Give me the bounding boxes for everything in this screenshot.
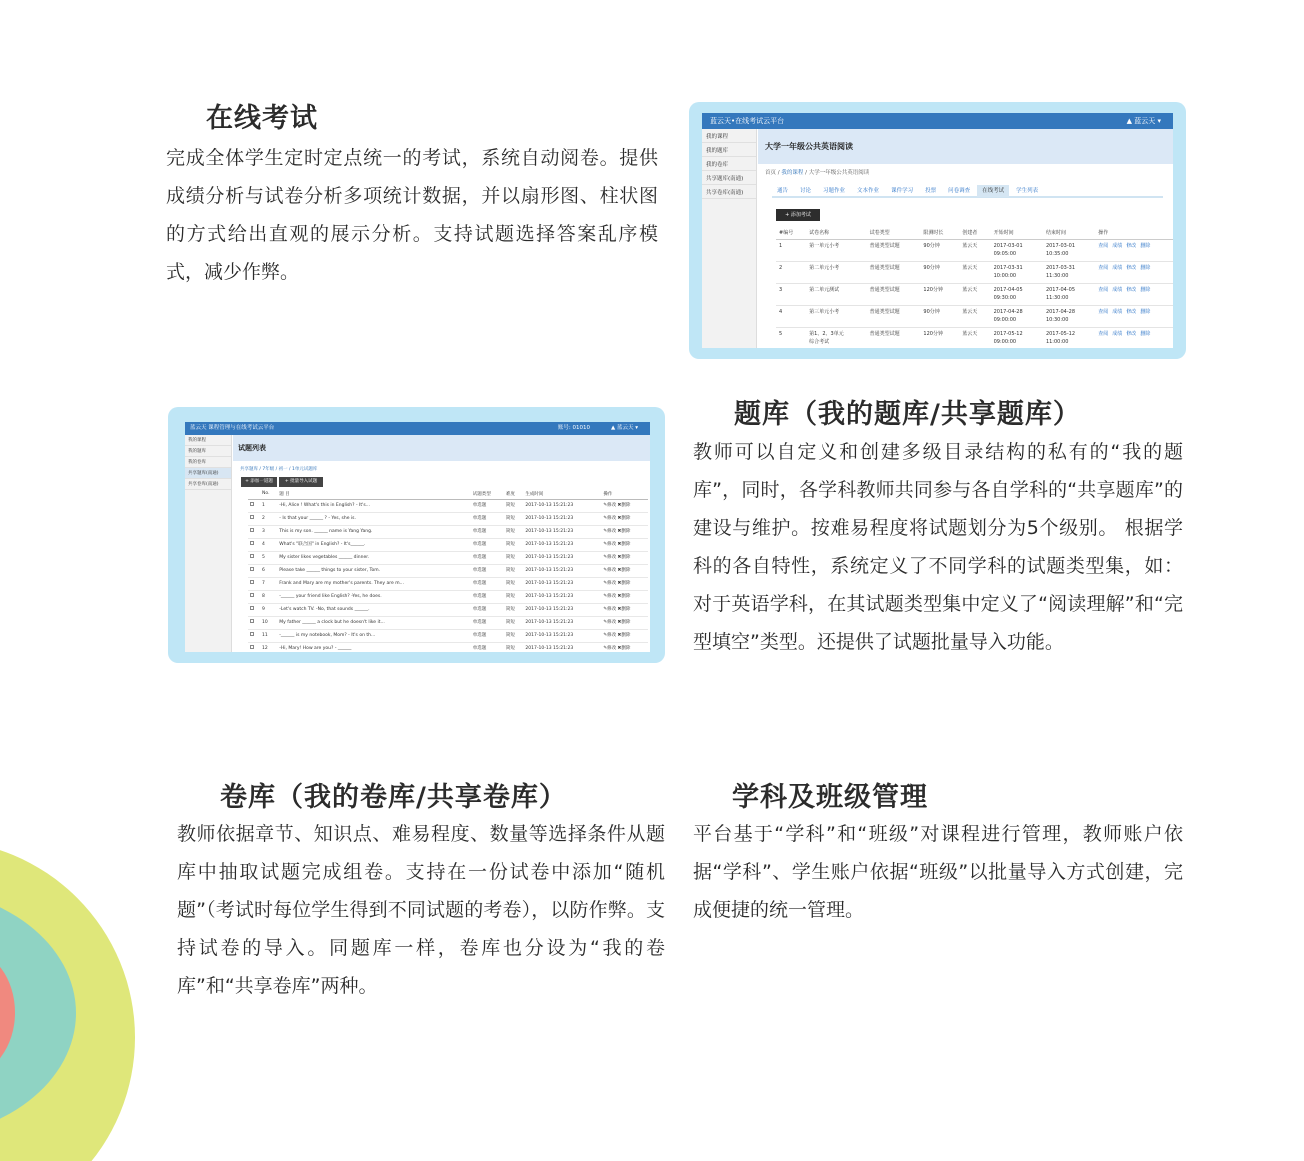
table-cell: 第二单元测试 [806, 283, 867, 305]
column-header [248, 490, 260, 499]
question-no: 8 [260, 590, 277, 603]
pbank-description: 教师依据章节、知识点、难易程度、数量等选择条件从题库中抽取试题完成组卷。支持在一份试卷中添加“随机题”（考试时每位学生得到不同试题的考卷），以防作弊。支持试卷的导入。同题库一样，卷库也分设为“我的卷库”和“共享卷库”两种。 [177, 823, 665, 997]
exam-screenshot [702, 113, 1173, 348]
question-type: 单选题 [471, 629, 504, 642]
table-row [248, 499, 648, 512]
question-time: 2017-10-13 15:21:23 [523, 642, 601, 652]
table-cell: 普通类型试题 [867, 305, 921, 327]
question-no: 5 [260, 551, 277, 564]
question-text[interactable]: -Hi, Alice ! What's this in English? - It's... [277, 499, 470, 512]
action-link-查阅[interactable]: 查阅 [1098, 242, 1109, 249]
row-actions [1095, 261, 1173, 283]
sidebar-item[interactable]: 我的课程 [702, 129, 756, 143]
action-link-查阅[interactable]: 查阅 [1098, 330, 1109, 337]
row-actions [1095, 327, 1173, 348]
question-text[interactable]: This is my son. ______ name is Yang Yang. [277, 525, 470, 538]
exam-topbar [702, 113, 1173, 129]
action-link-修改[interactable]: 修改 [1126, 330, 1137, 337]
question-difficulty: 简短 [504, 616, 524, 629]
question-difficulty: 简短 [504, 499, 524, 512]
question-type: 单选题 [471, 603, 504, 616]
row-checkbox[interactable] [250, 632, 254, 636]
question-text[interactable]: -Let's watch TV. -No, that sounds ______. [277, 603, 470, 616]
tab-1[interactable]: 通告 [777, 188, 789, 194]
row-actions [1095, 305, 1173, 327]
exam-table [776, 227, 1173, 348]
sidebar-item[interactable]: 共享卷库(南通) [185, 479, 231, 490]
question-no: 7 [260, 577, 277, 590]
table-row [248, 590, 648, 603]
tab-2[interactable]: 讨论 [800, 188, 812, 194]
row-checkbox-cell [248, 525, 260, 538]
row-checkbox-cell [248, 590, 260, 603]
column-header: 试题类型 [471, 490, 504, 499]
question-type: 单选题 [471, 564, 504, 577]
breadcrumb-home[interactable]: 首页 / [765, 170, 782, 176]
table-cell: 蓝云天 [959, 327, 990, 348]
table-row [248, 512, 648, 525]
action-link-查阅[interactable]: 查阅 [1098, 286, 1109, 293]
question-no: 2 [260, 512, 277, 525]
question-difficulty: 简短 [504, 512, 524, 525]
question-actions[interactable]: ✎修改 ✖删除 [601, 551, 648, 564]
table-cell: 120分钟 [920, 283, 959, 305]
tab-6[interactable]: 投票 [925, 188, 937, 194]
table-row [776, 239, 1173, 261]
breadcrumb-current: / 大学一年级公共英语阅读 [803, 170, 870, 176]
question-type: 单选题 [471, 499, 504, 512]
question-time: 2017-10-13 15:21:23 [523, 603, 601, 616]
question-actions[interactable]: ✎修改 ✖删除 [601, 538, 648, 551]
sidebar-item[interactable]: 我的卷库 [702, 157, 756, 171]
question-difficulty: 简短 [504, 577, 524, 590]
question-type: 单选题 [471, 538, 504, 551]
table-cell: 蓝云天 [959, 261, 990, 283]
question-time: 2017-10-13 15:21:23 [523, 577, 601, 590]
question-difficulty: 简短 [504, 590, 524, 603]
question-difficulty: 简短 [504, 525, 524, 538]
row-checkbox-cell [248, 629, 260, 642]
column-header: 生成时间 [523, 490, 601, 499]
question-no: 4 [260, 538, 277, 551]
row-actions [1095, 239, 1173, 261]
question-text[interactable]: What's "联合国" in English? - It's______. [277, 538, 470, 551]
question-time: 2017-10-13 15:21:23 [523, 525, 601, 538]
table-cell: 普通类型试题 [867, 261, 921, 283]
column-header: 操作 [1095, 227, 1173, 239]
tab-4[interactable]: 文本作业 [857, 188, 880, 194]
table-row [248, 642, 648, 652]
question-actions[interactable]: ✎修改 ✖删除 [601, 499, 648, 512]
exam-description: 完成全体学生定时定点统一的考试，系统自动阅卷。提供成绩分析与试卷分析多项统计数据，并以扇形图、柱状图的方式给出直观的展示分析。支持试题选择答案乱序模式，减少作弊。 [166, 147, 658, 283]
tab-7[interactable]: 问卷调查 [948, 188, 971, 194]
exam-sidebar [702, 129, 757, 348]
row-checkbox-cell [248, 551, 260, 564]
row-checkbox[interactable] [250, 645, 254, 649]
row-actions [1095, 283, 1173, 305]
table-row [248, 564, 648, 577]
exam-tabs [772, 185, 1163, 198]
action-link-成绩[interactable]: 成绩 [1112, 242, 1123, 249]
account-label: 账号: 01010 [557, 425, 590, 431]
table-cell: 2017-04-05 11:30:00 [1043, 283, 1095, 305]
table-cell: 第二单元小考 [806, 261, 867, 283]
question-type: 单选题 [471, 551, 504, 564]
column-header: #编号 [776, 227, 806, 239]
question-text[interactable]: Please take ______ things to your sister, Tom. [277, 564, 470, 577]
row-checkbox[interactable] [250, 515, 254, 519]
question-text[interactable]: My sister likes vegetables ______ dinner. [277, 551, 470, 564]
action-link-修改[interactable]: 修改 [1126, 286, 1137, 293]
row-checkbox[interactable] [250, 541, 254, 545]
table-cell: 2017-03-01 10:35:00 [1043, 239, 1095, 261]
table-cell: 90分钟 [920, 305, 959, 327]
action-link-成绩[interactable]: 成绩 [1112, 286, 1123, 293]
action-link-删除[interactable]: 删除 [1140, 330, 1151, 337]
question-type: 单选题 [471, 512, 504, 525]
question-type: 单选题 [471, 616, 504, 629]
breadcrumb-link[interactable]: 我的课程 [781, 170, 804, 176]
question-difficulty: 简短 [504, 538, 524, 551]
table-cell: 普通类型试题 [867, 327, 921, 348]
question-actions[interactable]: ✎修改 ✖删除 [601, 564, 648, 577]
question-no: 3 [260, 525, 277, 538]
question-page-header: 试题列表 [233, 435, 650, 461]
table-row [248, 603, 648, 616]
question-text[interactable]: Frank and Mary are my mother's parents. They are m... [277, 577, 470, 590]
question-no: 11 [260, 629, 277, 642]
question-no: 6 [260, 564, 277, 577]
row-checkbox-cell [248, 616, 260, 629]
row-checkbox[interactable] [250, 593, 254, 597]
action-link-删除[interactable]: 删除 [1140, 264, 1151, 271]
column-header: 试卷名称 [806, 227, 867, 239]
question-screenshot-frame [168, 407, 665, 663]
table-cell: 2017-03-31 10:00:00 [991, 261, 1043, 283]
table-cell: 2017-03-31 11:30:00 [1043, 261, 1095, 283]
exam-page-header: 大学一年级公共英语阅读 [758, 129, 1173, 164]
question-actions[interactable]: ✎修改 ✖删除 [601, 629, 648, 642]
tab-9[interactable]: 学生列表 [1016, 188, 1039, 194]
row-checkbox-cell [248, 512, 260, 525]
question-difficulty: 简短 [504, 629, 524, 642]
table-header-row [248, 490, 648, 499]
pbank-title: 卷库（我的卷库/共享卷库） [220, 782, 567, 813]
table-cell: 普通类型试题 [867, 283, 921, 305]
question-breadcrumb-text[interactable]: 共享题库 / 7年级 / 初一 / 1单元试题库 [240, 467, 318, 472]
question-breadcrumb[interactable] [240, 466, 317, 472]
question-time: 2017-10-13 15:21:23 [523, 512, 601, 525]
action-link-修改[interactable]: 修改 [1126, 264, 1137, 271]
table-cell: 5 [776, 327, 806, 348]
action-link-成绩[interactable]: 成绩 [1112, 330, 1123, 337]
row-checkbox[interactable] [250, 580, 254, 584]
table-cell: 普通类型试题 [867, 239, 921, 261]
question-difficulty: 简短 [504, 603, 524, 616]
table-cell: 2 [776, 261, 806, 283]
add-exam-button[interactable]: + 添加考试 [776, 209, 820, 221]
question-actions[interactable]: ✎修改 ✖删除 [601, 616, 648, 629]
sidebar-item[interactable]: 我的课程 [185, 435, 231, 446]
table-row [248, 616, 648, 629]
table-cell: 第三单元小考 [806, 305, 867, 327]
action-link-查阅[interactable]: 查阅 [1098, 308, 1109, 315]
question-text[interactable]: -Hi, Mary! How are you? - ______ [277, 642, 470, 652]
action-link-修改[interactable]: 修改 [1126, 242, 1137, 249]
table-cell: 2017-05-12 11:00:00 [1043, 327, 1095, 348]
column-header: 题 目 [277, 490, 470, 499]
table-cell: 2017-04-28 10:30:00 [1043, 305, 1095, 327]
column-header: No. [260, 490, 277, 499]
action-link-查阅[interactable]: 查阅 [1098, 264, 1109, 271]
question-time: 2017-10-13 15:21:23 [523, 590, 601, 603]
question-screenshot [185, 422, 650, 652]
action-link-修改[interactable]: 修改 [1126, 308, 1137, 315]
column-header: 限测时长 [920, 227, 959, 239]
row-checkbox-cell [248, 603, 260, 616]
subject-title: 学科及班级管理 [732, 782, 928, 813]
row-checkbox[interactable] [250, 567, 254, 571]
tab-5[interactable]: 课件学习 [891, 188, 914, 194]
question-text[interactable]: -______ is my notebook, Mom? - It's on th... [277, 629, 470, 642]
question-difficulty: 简短 [504, 551, 524, 564]
row-checkbox[interactable] [250, 528, 254, 532]
question-actions[interactable]: ✎修改 ✖删除 [601, 525, 648, 538]
row-checkbox-cell [248, 577, 260, 590]
question-user-menu[interactable]: ▲ 蓝云天 ▾ [611, 425, 638, 431]
question-sidebar [185, 435, 232, 652]
exam-user-menu[interactable]: ▲ 蓝云天 ▾ [1126, 117, 1161, 125]
table-cell: 120分钟 [920, 327, 959, 348]
column-header: 结束时间 [1043, 227, 1095, 239]
question-text[interactable]: My father ______ a clock but he doesn't like it... [277, 616, 470, 629]
question-time: 2017-10-13 15:21:23 [523, 616, 601, 629]
question-actions[interactable]: ✎修改 ✖删除 [601, 642, 648, 652]
question-time: 2017-10-13 15:21:23 [523, 538, 601, 551]
question-actions[interactable]: ✎修改 ✖删除 [601, 603, 648, 616]
row-checkbox[interactable] [250, 606, 254, 610]
question-time: 2017-10-13 15:21:23 [523, 499, 601, 512]
table-row [776, 327, 1173, 348]
sidebar-item[interactable]: 共享题库(南通) [702, 171, 756, 185]
table-cell: 90分钟 [920, 261, 959, 283]
table-cell: 2017-05-12 09:00:00 [991, 327, 1043, 348]
row-checkbox-cell [248, 538, 260, 551]
column-header: 创建者 [959, 227, 990, 239]
table-row [248, 538, 648, 551]
table-row [776, 261, 1173, 283]
question-text[interactable]: -______ your friend like English? -Yes, he does. [277, 590, 470, 603]
question-difficulty: 简短 [504, 564, 524, 577]
question-no: 9 [260, 603, 277, 616]
table-row [248, 551, 648, 564]
question-time: 2017-10-13 15:21:23 [523, 564, 601, 577]
table-cell: 4 [776, 305, 806, 327]
sidebar-item[interactable]: 我的卷库 [185, 457, 231, 468]
question-actions[interactable]: ✎修改 ✖删除 [601, 577, 648, 590]
qbank-description: 教师可以自定义和创建多级目录结构的私有的“我的题库”，同时，各学科教师共同参与各自学科的“共享题库”的建设与维护。按难易程度将试题划分为5个级别。 根据学科的各自特性，系统定义了不同学科的试题类型集，如：对于英语学科，在其试题类型集中定义了“阅读理解”和“完型填空”类型。还提供了试题批量导入功能。 [693, 441, 1183, 653]
action-link-删除[interactable]: 删除 [1140, 286, 1151, 293]
batch-import-button[interactable]: + 批量导入试题 [279, 477, 323, 487]
question-no: 1 [260, 499, 277, 512]
question-type: 单选题 [471, 642, 504, 652]
action-link-删除[interactable]: 删除 [1140, 242, 1151, 249]
question-type: 单选题 [471, 590, 504, 603]
question-actions[interactable]: ✎修改 ✖删除 [601, 590, 648, 603]
question-actions[interactable]: ✎修改 ✖删除 [601, 512, 648, 525]
table-cell: 蓝云天 [959, 283, 990, 305]
question-table [248, 490, 648, 652]
row-checkbox-cell [248, 564, 260, 577]
row-checkbox[interactable] [250, 619, 254, 623]
sidebar-item[interactable]: 我的题库 [185, 446, 231, 457]
sidebar-item[interactable]: 共享卷库(南通) [702, 185, 756, 199]
action-link-成绩[interactable]: 成绩 [1112, 308, 1123, 315]
table-cell: 1 [776, 239, 806, 261]
table-row [248, 525, 648, 538]
sidebar-item[interactable]: 共享题库(南通) [185, 468, 231, 479]
table-cell: 2017-04-28 09:00:00 [991, 305, 1043, 327]
question-text[interactable]: - Is that your ______ ? - Yes, she is. [277, 512, 470, 525]
tab-3[interactable]: 习题作业 [823, 188, 846, 194]
row-checkbox-cell [248, 499, 260, 512]
row-checkbox[interactable] [250, 502, 254, 506]
question-type: 单选题 [471, 525, 504, 538]
add-question-button[interactable]: + 添加一道题 [241, 477, 277, 487]
exam-breadcrumb [765, 168, 869, 176]
column-header: 操作 [601, 490, 648, 499]
question-brand: 蓝云天 课程管理与在线考试云平台 [190, 425, 275, 431]
exam-brand: 蓝云天•在线考试云平台 [710, 117, 785, 125]
exam-title: 在线考试 [206, 103, 318, 134]
row-checkbox[interactable] [250, 554, 254, 558]
table-cell: 3 [776, 283, 806, 305]
sidebar-item[interactable]: 我的题库 [702, 143, 756, 157]
qbank-title: 题库（我的题库/共享题库） [734, 399, 1081, 430]
question-time: 2017-10-13 15:21:23 [523, 629, 601, 642]
column-header: 开始时间 [991, 227, 1043, 239]
table-header-row [776, 227, 1173, 239]
exam-screenshot-frame [689, 102, 1186, 359]
action-link-删除[interactable]: 删除 [1140, 308, 1151, 315]
row-checkbox-cell [248, 642, 260, 652]
question-type: 单选题 [471, 577, 504, 590]
table-cell: 蓝云天 [959, 239, 990, 261]
table-row [776, 305, 1173, 327]
question-difficulty: 简短 [504, 642, 524, 652]
table-cell: 2017-03-01 09:05:00 [991, 239, 1043, 261]
question-time: 2017-10-13 15:21:23 [523, 551, 601, 564]
table-row [248, 577, 648, 590]
column-header: 难度 [504, 490, 524, 499]
subject-description: 平台基于“学科”和“班级”对课程进行管理，教师账户依据“学科”、学生账户依据“班级”以批量导入方式创建，完成便捷的统一管理。 [693, 823, 1183, 921]
table-row [248, 629, 648, 642]
action-link-成绩[interactable]: 成绩 [1112, 264, 1123, 271]
column-header: 试卷类型 [867, 227, 921, 239]
table-cell: 90分钟 [920, 239, 959, 261]
table-cell: 第1、2、3单元 综合考试 [806, 327, 867, 348]
table-cell: 第一单元小考 [806, 239, 867, 261]
table-cell: 2017-04-05 09:30:00 [991, 283, 1043, 305]
question-topbar [185, 422, 650, 435]
tab-8[interactable]: 在线考试 [977, 185, 1009, 197]
question-no: 10 [260, 616, 277, 629]
table-row [776, 283, 1173, 305]
question-no: 12 [260, 642, 277, 652]
table-cell: 蓝云天 [959, 305, 990, 327]
